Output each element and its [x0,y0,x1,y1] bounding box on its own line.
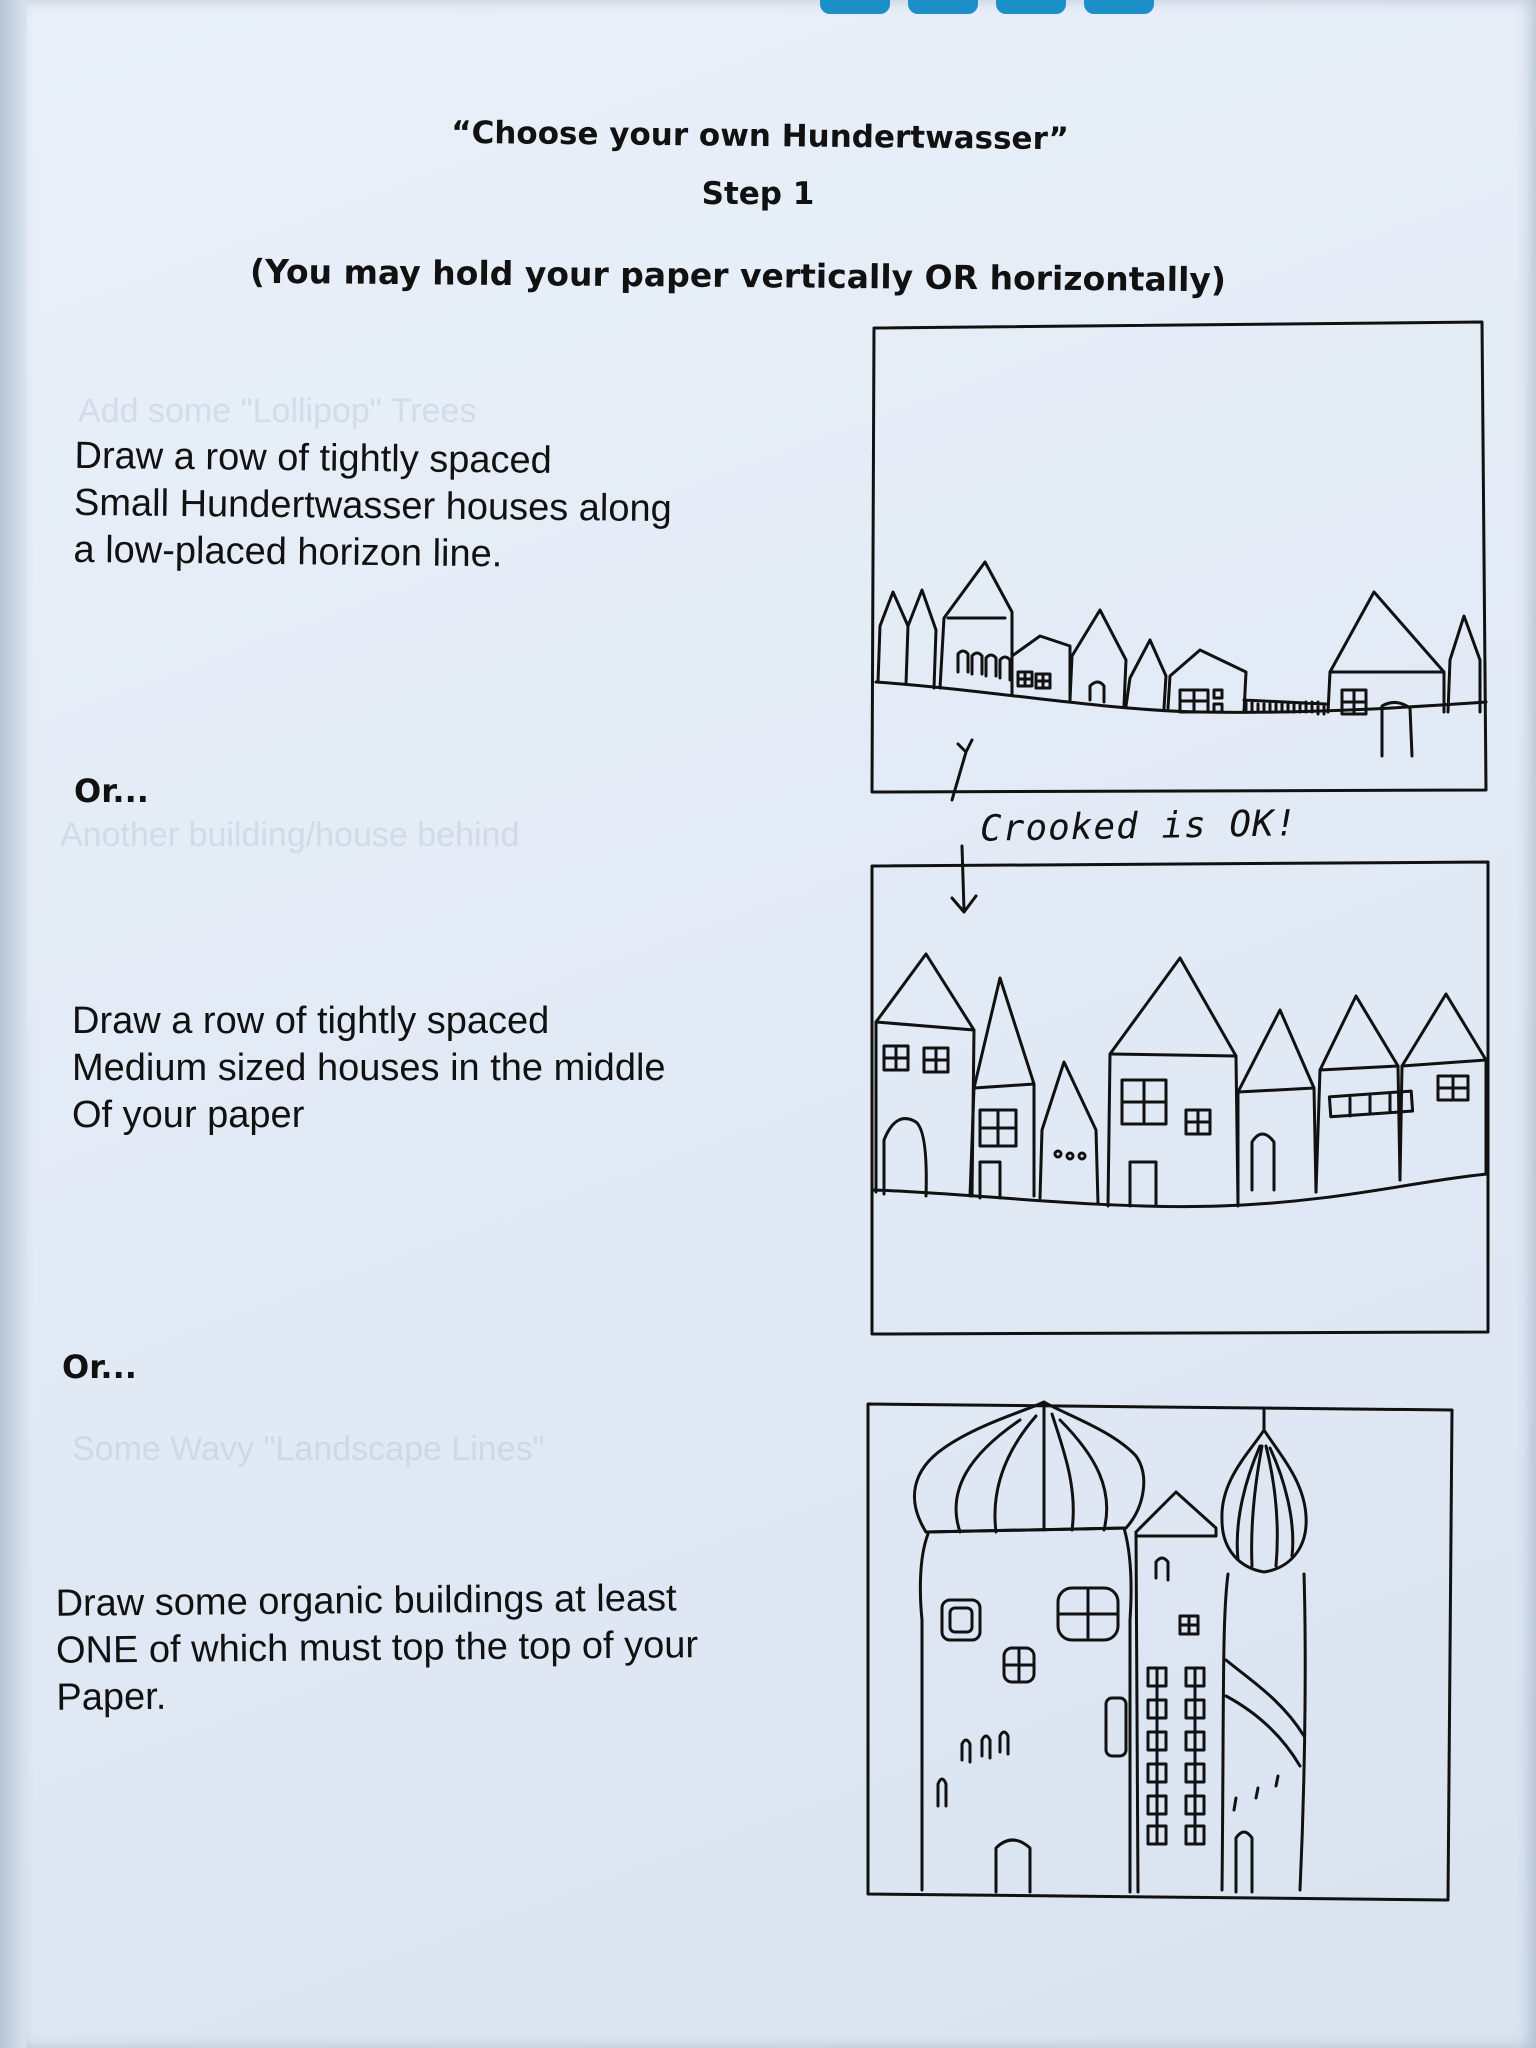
worksheet-title: “Choose your own Hundertwasser” [451,114,1069,158]
instruction-small-houses: Draw a row of tightly spaced Small Hundertwasser houses along a low-placed horizon line. [73,434,672,576]
show-through-text: Add some "Lollipop" Trees [78,392,477,430]
instruction-organic-buildings: Draw some organic buildings at least ONE of which must top the top of your Paper. [55,1577,699,1719]
orientation-note: (You may hold your paper vertically OR horizontally) [249,251,1227,300]
show-through-text: Some Wavy "Landscape Lines" [72,1430,545,1468]
or-separator-1: Or... [74,772,149,810]
step-label: Step 1 [701,176,815,212]
or-separator-2: Or... [62,1348,137,1386]
instruction-medium-houses: Draw a row of tightly spaced Medium sized houses in the middle Of your paper [72,1000,666,1136]
crooked-annotation: Crooked is OK! [979,803,1298,850]
show-through-text: Another building/house behind [60,816,520,854]
